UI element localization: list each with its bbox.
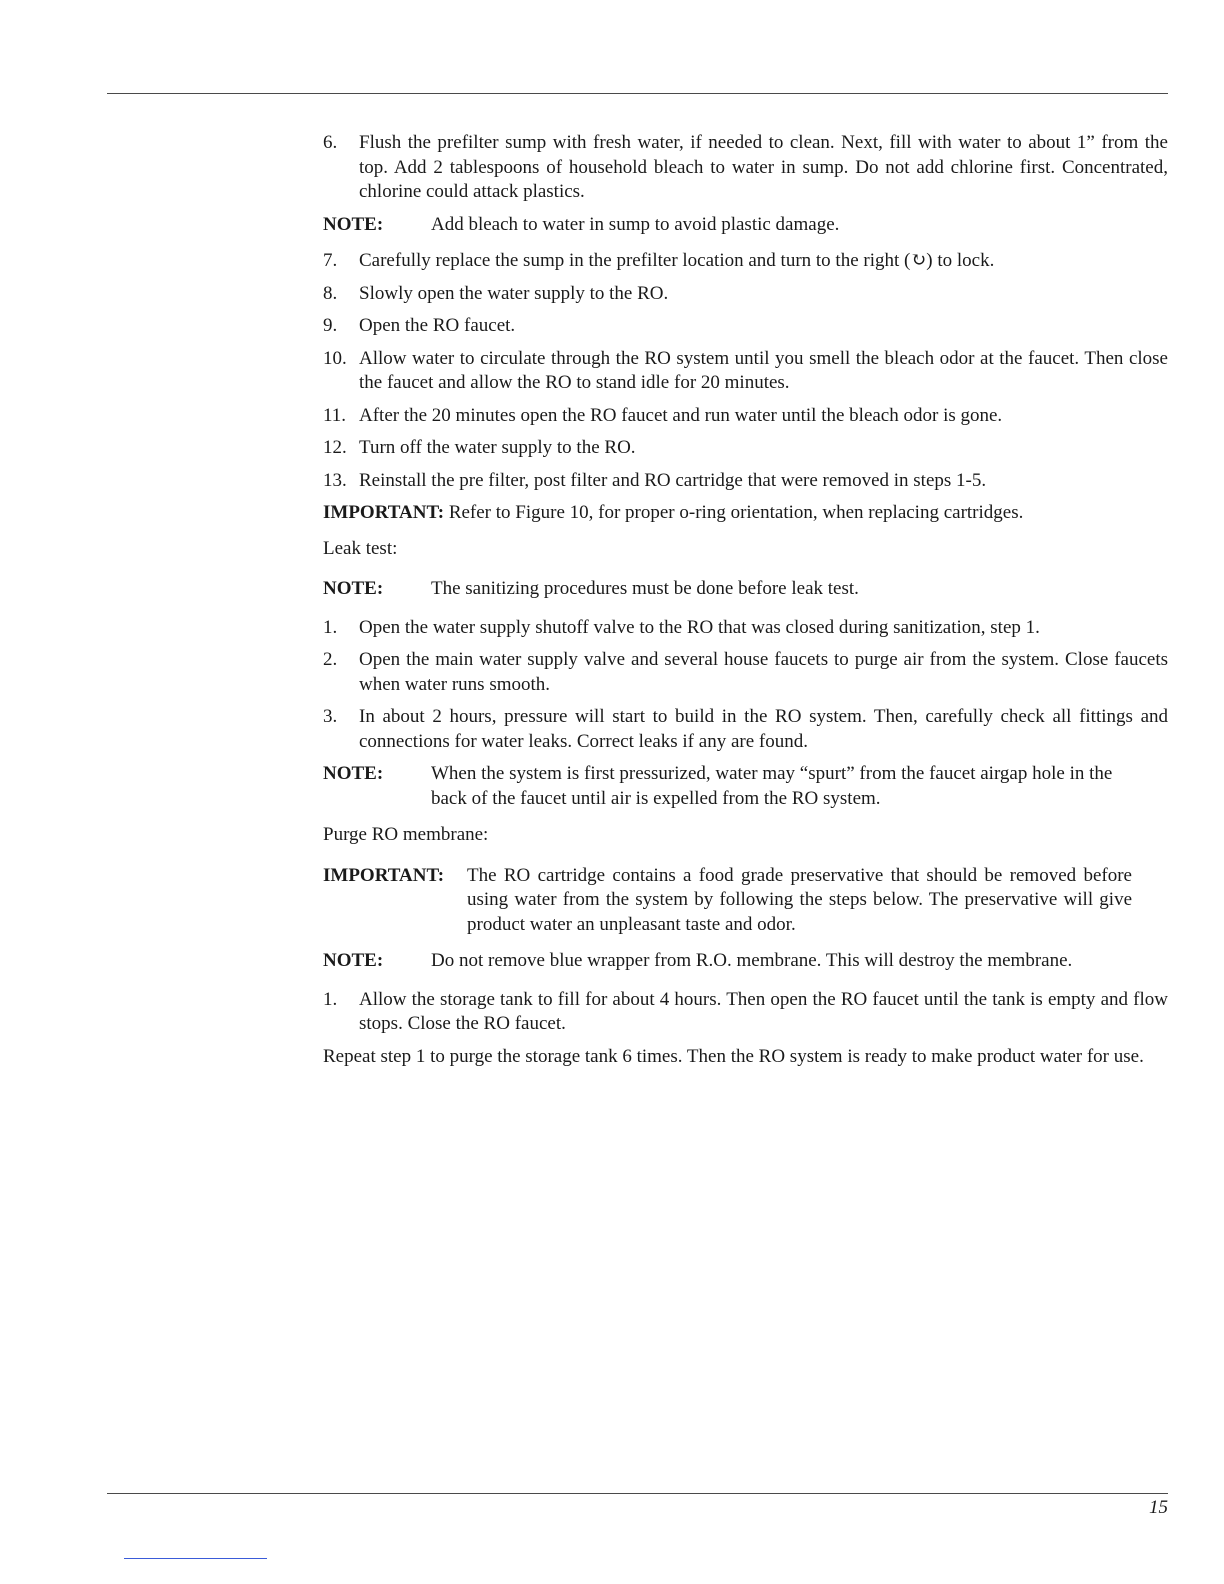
step-text: Slowly open the water supply to the RO.	[359, 282, 669, 304]
note-text: Do not remove blue wrapper from R.O. membrane. This will destroy the membrane.	[431, 950, 1073, 971]
step-number: 7.	[323, 250, 338, 271]
step-11	[323, 404, 1168, 429]
important-label: IMPORTANT:	[323, 864, 445, 886]
step-text: Open the main water supply valve and several house faucets to purge air from the system. Close faucets when water runs smooth.	[359, 649, 1168, 695]
step-7	[323, 249, 1168, 274]
important-text: Refer to Figure 10, for proper o-ring orientation, when replacing cartridges.	[448, 502, 1024, 523]
note-wrapper	[323, 949, 1168, 974]
step-6	[323, 131, 1168, 205]
step-text: Reinstall the pre filter, post filter and RO cartridge that were removed in steps 1-5.	[359, 469, 987, 491]
important-label: IMPORTANT:	[323, 502, 445, 523]
footer-rule	[107, 1493, 1168, 1494]
step-number: 12.	[323, 437, 347, 458]
step-number: 1.	[323, 616, 338, 638]
step-text: Open the RO faucet.	[359, 315, 516, 336]
step-text: After the 20 minutes open the RO faucet and run water until the bleach odor is gone.	[359, 404, 1003, 426]
closing-paragraph: Repeat step 1 to purge the storage tank 6 times. Then the RO system is ready to make product water for use.	[323, 1045, 1144, 1067]
important-preservative	[323, 864, 1168, 938]
step-9	[323, 314, 1168, 339]
note-text: When the system is first pressurized, water may “spurt” from the faucet airgap hole in the back of the faucet until air is expelled from the RO system.	[431, 763, 1113, 809]
header-rule	[107, 93, 1168, 94]
step-number: 6.	[323, 132, 338, 153]
step-13	[323, 469, 1168, 494]
step-number: 2.	[323, 649, 338, 670]
note-text: The sanitizing procedures must be done before leak test.	[431, 578, 859, 599]
step-text: Turn off the water supply to the RO.	[359, 437, 636, 458]
step-text: In about 2 hours, pressure will start to build in the RO system. Then, carefully check all fittings and connections for water leaks. Correct leaks if any are found.	[359, 706, 1168, 752]
step-text: Open the water supply shutoff valve to the RO that was closed during sanitization, step 1.	[359, 616, 1040, 638]
step-number: 1.	[323, 988, 338, 1010]
step-number: 10.	[323, 347, 347, 369]
note-label: NOTE:	[323, 950, 384, 971]
note-text: Add bleach to water in sump to avoid plastic damage.	[431, 213, 840, 235]
note-label: NOTE:	[323, 578, 384, 599]
footer-link-underline	[124, 1558, 267, 1559]
step-text: Allow the storage tank to fill for about 4 hours. Then open the RO faucet until the tank is empty and flow stops. Close the RO faucet.	[359, 988, 1168, 1034]
step-number: 9.	[323, 315, 338, 336]
step-number: 8.	[323, 282, 338, 304]
leak-step-1	[323, 616, 1168, 641]
leak-step-3	[323, 705, 1168, 754]
purge-step-1	[323, 988, 1168, 1037]
step-text: Flush the prefilter sump with fresh water, if needed to clean. Next, fill with water to about 1” from the top. Add 2 tablespoons of household bleach to water in sump. Do not add chlorine first. Concentrated, chlorine could attack plastics.	[359, 132, 1168, 202]
note-label: NOTE:	[323, 763, 384, 784]
important-oring	[323, 501, 1168, 526]
note-sanitize-first	[323, 577, 1168, 602]
note-label: NOTE:	[323, 213, 384, 235]
page-content	[323, 131, 1168, 1080]
purge-heading: Purge RO membrane:	[323, 824, 489, 845]
step-number: 13.	[323, 469, 347, 491]
page-number: 15	[1149, 1497, 1168, 1518]
important-text: The RO cartridge contains a food grade preservative that should be removed before using water from the system by following the steps below. The preservative will give product water an unpleasant taste and odor.	[467, 864, 1132, 935]
note-spurt	[323, 762, 1168, 811]
leak-test-heading: Leak test:	[323, 537, 398, 559]
leak-step-2	[323, 648, 1168, 697]
step-10	[323, 347, 1168, 396]
step-8	[323, 282, 1168, 307]
step-12	[323, 436, 1168, 461]
step-text: Allow water to circulate through the RO system until you smell the bleach odor at the faucet. Then close the faucet and allow the RO to stand idle for 20 minutes.	[359, 347, 1168, 393]
note-bleach	[323, 213, 1168, 238]
step-number: 3.	[323, 706, 338, 727]
step-text: Carefully replace the sump in the prefilter location and turn to the right (↻) to lock.	[359, 250, 995, 271]
step-number: 11.	[323, 404, 347, 426]
